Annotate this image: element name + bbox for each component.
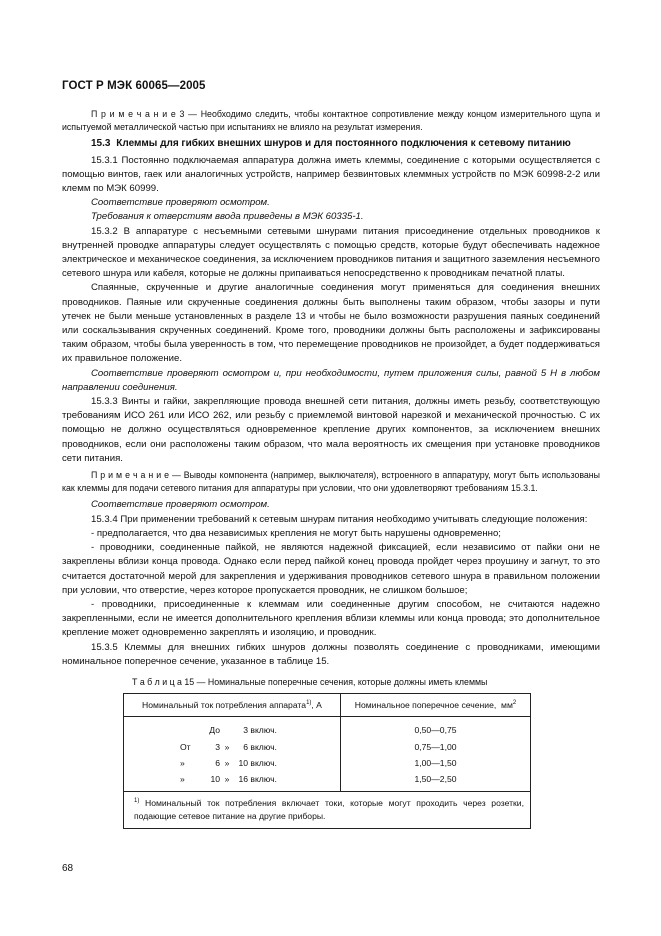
cross-section-cell: 0,50—0,75 bbox=[340, 717, 530, 739]
section-number: 15.3 bbox=[91, 138, 111, 150]
list-item: - проводники, соединенные пайкой, не являются надежной фиксацией, если независимо от пайки они не закреплены вблизи конца провода. Однако если перед пайкой конец провода пройдет через проушину и загнут, то это считается достаточной мерой для закрепления и удерживания проводников сетевого шнура в правильном положении при условии, что отверстие, через которое пропускается проводник, не слишком большое; bbox=[62, 542, 600, 596]
column-header-section: Номинальное поперечное сечение, $мм^2$ bbox=[340, 694, 530, 717]
current-range-cell: От 3 » 6 включ. bbox=[124, 739, 341, 755]
document-header: ГОСТ Р МЭК 60065—2005 bbox=[62, 80, 206, 92]
table-row bbox=[124, 717, 531, 739]
table-footnote bbox=[124, 792, 531, 829]
table-caption-text: 15 — Номинальные поперечные сечения, которые должны иметь клеммы bbox=[181, 676, 488, 687]
page-number: 68 bbox=[62, 863, 74, 874]
column-header-current: Номинальный ток потребления аппарата$^{1)}$, А bbox=[124, 694, 341, 717]
list-item: - проводники, присоединенные к клеммам или соединенные другим способом, не считаются надежно закрепленными, если не имеется дополнительного крепления вблизи клеммы или конца провода; это дополнительное крепление может одновременно закреплять и изоляцию, и проводник. bbox=[62, 598, 600, 639]
note-label: П р и м е ч а н и е bbox=[91, 109, 176, 119]
paragraph-15-3-1: 15.3.1 Постоянно подключаемая аппаратура должна иметь клеммы, соединение с которыми осуществляется с помощью винтов, гаек или аналогичных устройств, например безвинтовых клеммных устройств по МЭК 60998-2-2 или клемм по МЭК 60999. bbox=[62, 154, 600, 195]
table-caption-label: Т а б л и ц а bbox=[132, 676, 182, 687]
section-heading bbox=[62, 137, 600, 151]
paragraph-15-3-4: 15.3.4 При применении требований к сетевым шнурам питания необходимо учитывать следующие положения: bbox=[91, 513, 588, 525]
current-range-cell: До 3 включ. bbox=[124, 717, 341, 739]
note-text: 3 — Необходимо следить, чтобы контактное сопротивление между концом измерительного щупа и испытуемой металлической частью при испытаниях не влияло на результат измерения. bbox=[62, 109, 600, 133]
current-range-cell: » 6 » 10 включ. bbox=[124, 755, 341, 771]
paragraph-15-3-5: 15.3.5 Клеммы для внешних гибких шнуров должны позволять соединение с проводниками, имеющими номинальное поперечное сечение, указанное в таблице 15. bbox=[62, 641, 600, 667]
cross-section-cell: 1,00—1,50 bbox=[340, 755, 530, 771]
table-row bbox=[124, 739, 531, 755]
paragraph-joints: Спаянные, скрученные и другие аналогичные соединения могут применяться для соединения внешних проводников. Паяные или скрученные соединения должны быть выполнены таким образом, чтобы зазоры и пути утечек не были меньше установленных в разделе 13 и чтобы не было возможности разрушения паяных соединений или соскальзывания скрученных соединений. Кроме того, проводники должны быть расположены и зафиксированы таким образом, чтобы была уверенность в том, что перемещение проводников не произойдет, а будет поддерживаться их правильное положение. bbox=[62, 282, 600, 365]
table-15 bbox=[123, 693, 531, 829]
table-row bbox=[124, 771, 531, 792]
footnote-text: Номинальный ток потребления включает токи, которые могут проходить через розетки, подающие сетевое питание на другие приборы. bbox=[134, 798, 524, 822]
compliance-check: Соответствие проверяют осмотром и, при необходимости, путем приложения силы, равной 5 Н в любом направлении соединения. bbox=[62, 367, 600, 393]
note-terminals bbox=[62, 469, 600, 495]
page-content bbox=[62, 108, 600, 829]
compliance-check: Соответствие проверяют осмотром. bbox=[91, 197, 270, 209]
footnote-ref: 1) bbox=[306, 700, 312, 707]
table-row bbox=[124, 755, 531, 771]
current-range-cell: » 10 » 16 включ. bbox=[124, 771, 341, 792]
section-title: Клеммы для гибких внешних шнуров и для постоянного подключения к сетевому питанию bbox=[116, 138, 571, 150]
note-3 bbox=[62, 108, 600, 134]
note-text: — Выводы компонента (например, выключателя), встроенного в аппаратуру, могут быть использованы как клеммы для подачи сетевого питания для аппаратуры при условии, что они удовлетворяют требованиям 15.3.1. bbox=[62, 470, 600, 494]
table-footnote-row bbox=[124, 792, 531, 829]
footnote-mark: 1) bbox=[134, 798, 140, 805]
note-label: П р и м е ч а н и е bbox=[91, 470, 169, 481]
cross-section-cell: 0,75—1,00 bbox=[340, 739, 530, 755]
compliance-check: Соответствие проверяют осмотром. bbox=[91, 499, 270, 511]
requirements-reference: Требования к отверстиям ввода приведены в МЭК 60335-1. bbox=[91, 211, 364, 223]
table-caption bbox=[62, 675, 600, 689]
list-item: - предполагается, что два независимых крепления не могут быть нарушены одновременно; bbox=[91, 527, 501, 539]
paragraph-15-3-2: 15.3.2 В аппаратуре с несъемными сетевыми шнурами питания присоединение отдельных проводников к внутренней проводке аппаратуры следует осуществлять с помощью средств, которые будут обеспечивать надежное электрическое и механическое соединения, за исключением проводников питания и защитного заземления несъемного сетевого шнура или кабеля, которые не должны припаиваться непосредственно к проводникам печатной платы. bbox=[62, 225, 600, 280]
paragraph-15-3-3: 15.3.3 Винты и гайки, закрепляющие провода внешней сети питания, должны иметь резьбу, соответствующую требованиям ИСО 261 или ИСО 262, или резьбу с приемлемой винтовой нарезкой и механической прочностью. С их помощью не должно осуществляться одновременное крепление других компонентов, за исключением внешних проводников, если они расположены таким образом, что мала вероятность их смещения при установке проводников сети питания. bbox=[62, 396, 600, 464]
cross-section-cell: 1,50—2,50 bbox=[340, 771, 530, 792]
table-header-row bbox=[124, 694, 531, 717]
